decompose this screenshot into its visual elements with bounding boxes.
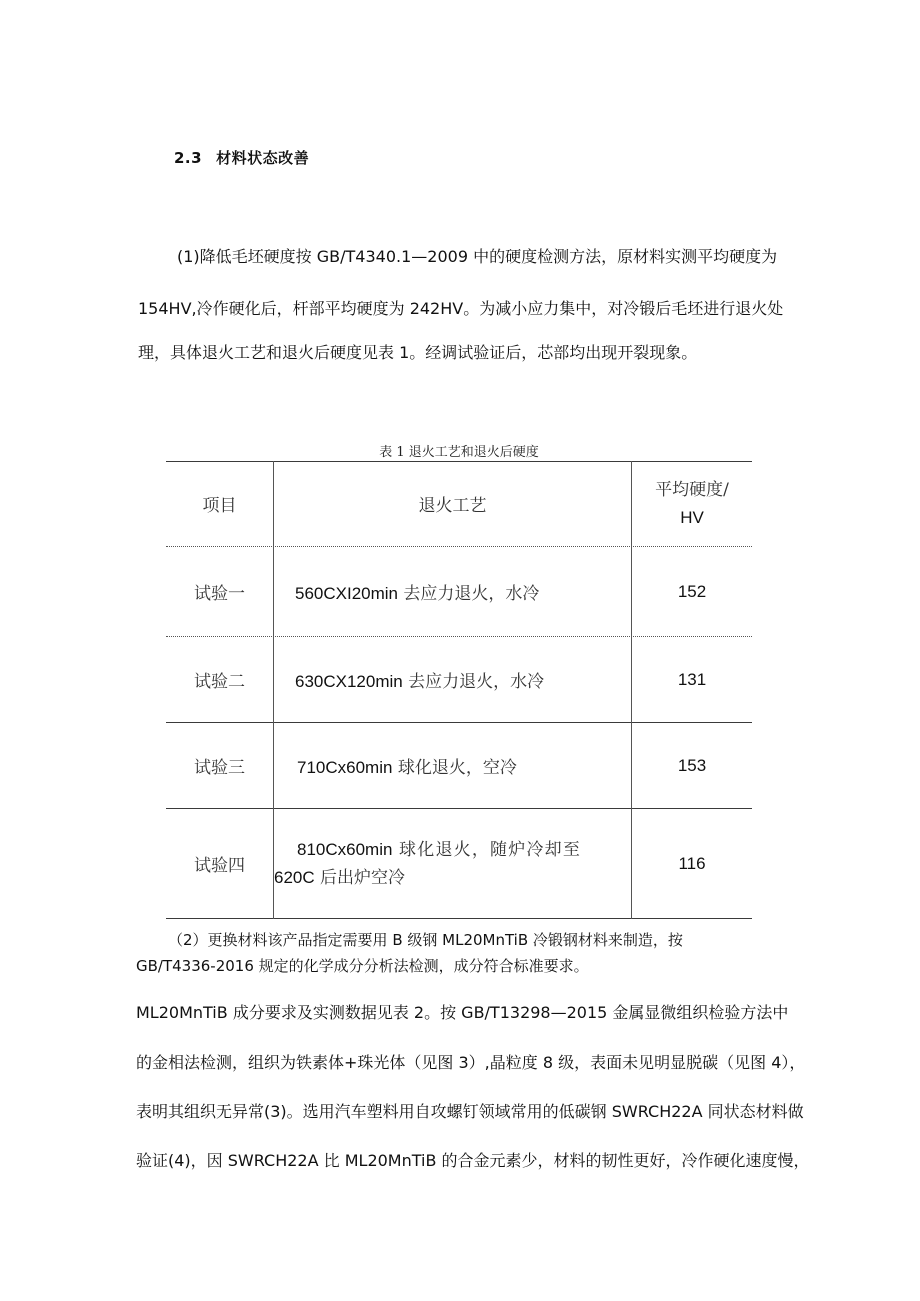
- process-desc: 球化退火，随炉冷却至: [392, 839, 582, 860]
- header-hardness: [632, 461, 752, 546]
- paragraph-line: 理，具体退火工艺和退火后硬度见表 1。经调试验证后，芯部均出现开裂现象。: [138, 343, 698, 362]
- row-process: [297, 723, 631, 808]
- section-number: 2.3: [174, 149, 203, 167]
- paragraph-line: （2）更换材料该产品指定需要用 B 级钢 ML20MnTiB 冷锻钢材料来制造，按: [168, 931, 683, 949]
- paragraph-line: 表明其组织无异常(3)。选用汽车塑料用自攻螺钉领域常用的低碳钢 SWRCH22A 同状态材料做: [136, 1102, 804, 1121]
- section-title: 材料状态改善: [216, 149, 310, 167]
- header-item: 项目: [202, 496, 237, 516]
- row-process: [295, 637, 631, 722]
- process-desc: 去应力退火，水冷: [398, 584, 540, 604]
- row-hardness: 131: [677, 669, 707, 689]
- row-item: 试验四: [194, 856, 245, 876]
- process-code: 630CX120min: [295, 672, 403, 691]
- row-item: 试验二: [194, 672, 245, 692]
- annealing-table: [166, 461, 752, 919]
- paragraph-line: GB/T4336-2016 规定的化学成分分析法检测，成分符合标准要求。: [136, 957, 589, 975]
- table-caption: 表 1 退火工艺和退火后硬度: [379, 445, 539, 460]
- process-code-2: 620C: [274, 867, 315, 887]
- process-code: 560CXI20min: [295, 584, 399, 603]
- paragraph-line: ML20MnTiB 成分要求及实测数据见表 2。按 GB/T13298—2015 金属显微组织检验方法中: [136, 1003, 789, 1022]
- paragraph-line: 验证(4)，因 SWRCH22A 比 ML20MnTiB 的合金元素少，材料的韧性更好，冷作硬化速度慢，: [136, 1151, 810, 1170]
- paragraph-line: (1)降低毛坯硬度按 GB/T4340.1—2009 中的硬度检测方法，原材料实测平均硬度为: [177, 247, 778, 266]
- row-hardness: 116: [678, 853, 706, 873]
- row-hardness: 152: [677, 581, 707, 601]
- paragraph-line: 154HV,冷作硬化后，杆部平均硬度为 242HV。为减小应力集中，对冷锻后毛坯进行退火处: [138, 299, 784, 318]
- row-hardness: 153: [677, 755, 707, 775]
- process-code: 810Cx60min: [297, 839, 393, 859]
- row-item: 试验三: [194, 758, 245, 778]
- process-desc: 去应力退火，水冷: [402, 672, 545, 692]
- paragraph-line: 的金相法检测，组织为铁素体+珠光体（见图 3）,晶粒度 8 级，表面未见明显脱碳（见图 4），: [136, 1053, 806, 1072]
- row-item: 试验一: [194, 584, 245, 604]
- header-hardness-line1: 平均硬度/: [655, 479, 729, 500]
- process-desc: 球化退火，空冷: [392, 758, 517, 778]
- process-code: 710Cx60min: [297, 758, 393, 777]
- row-process: [274, 809, 631, 918]
- table-bottom-rule: [166, 918, 752, 919]
- process-desc-2: 后出炉空冷: [314, 867, 406, 888]
- section-heading: [174, 147, 309, 168]
- header-hardness-line2: HV: [680, 507, 704, 527]
- row-process: [295, 547, 631, 636]
- header-process: 退火工艺: [418, 496, 487, 516]
